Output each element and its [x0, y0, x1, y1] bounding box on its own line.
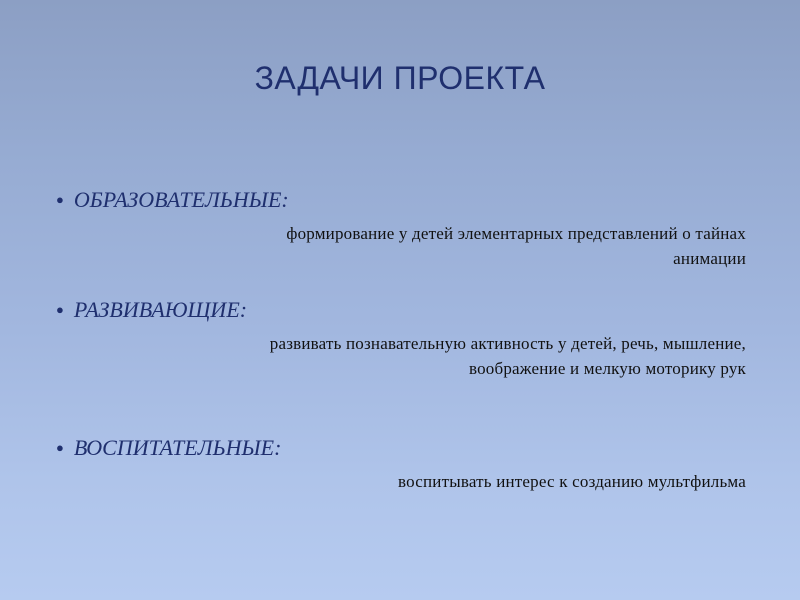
task-section-educational [56, 186, 746, 271]
description-line: анимации [673, 249, 746, 268]
section-heading-text: РАЗВИВАЮЩИЕ: [73, 297, 248, 322]
section-heading [56, 296, 746, 327]
section-heading-text: ОБРАЗОВАТЕЛЬНЫЕ: [73, 187, 289, 212]
bullet-icon: ● [56, 192, 64, 207]
bullet-icon: ● [56, 302, 64, 317]
description-line: формирование у детей элементарных представлений о тайнах [286, 224, 746, 243]
task-section-upbringing [56, 434, 746, 494]
bullet-icon: ● [56, 440, 64, 455]
section-description [56, 221, 746, 271]
section-description [56, 469, 746, 494]
description-line: воображение и мелкую моторику рук [468, 359, 746, 378]
section-heading [56, 434, 746, 465]
section-heading [56, 186, 746, 217]
section-heading-text: ВОСПИТАТЕЛЬНЫЕ: [73, 435, 282, 460]
section-description [56, 331, 746, 381]
task-section-developmental [56, 296, 746, 381]
description-line: воспитывать интерес к созданию мультфильма [398, 472, 746, 491]
description-line: развивать познавательную активность у детей, речь, мышление, [269, 334, 746, 353]
slide-title: ЗАДАЧИ ПРОЕКТА [254, 60, 546, 96]
